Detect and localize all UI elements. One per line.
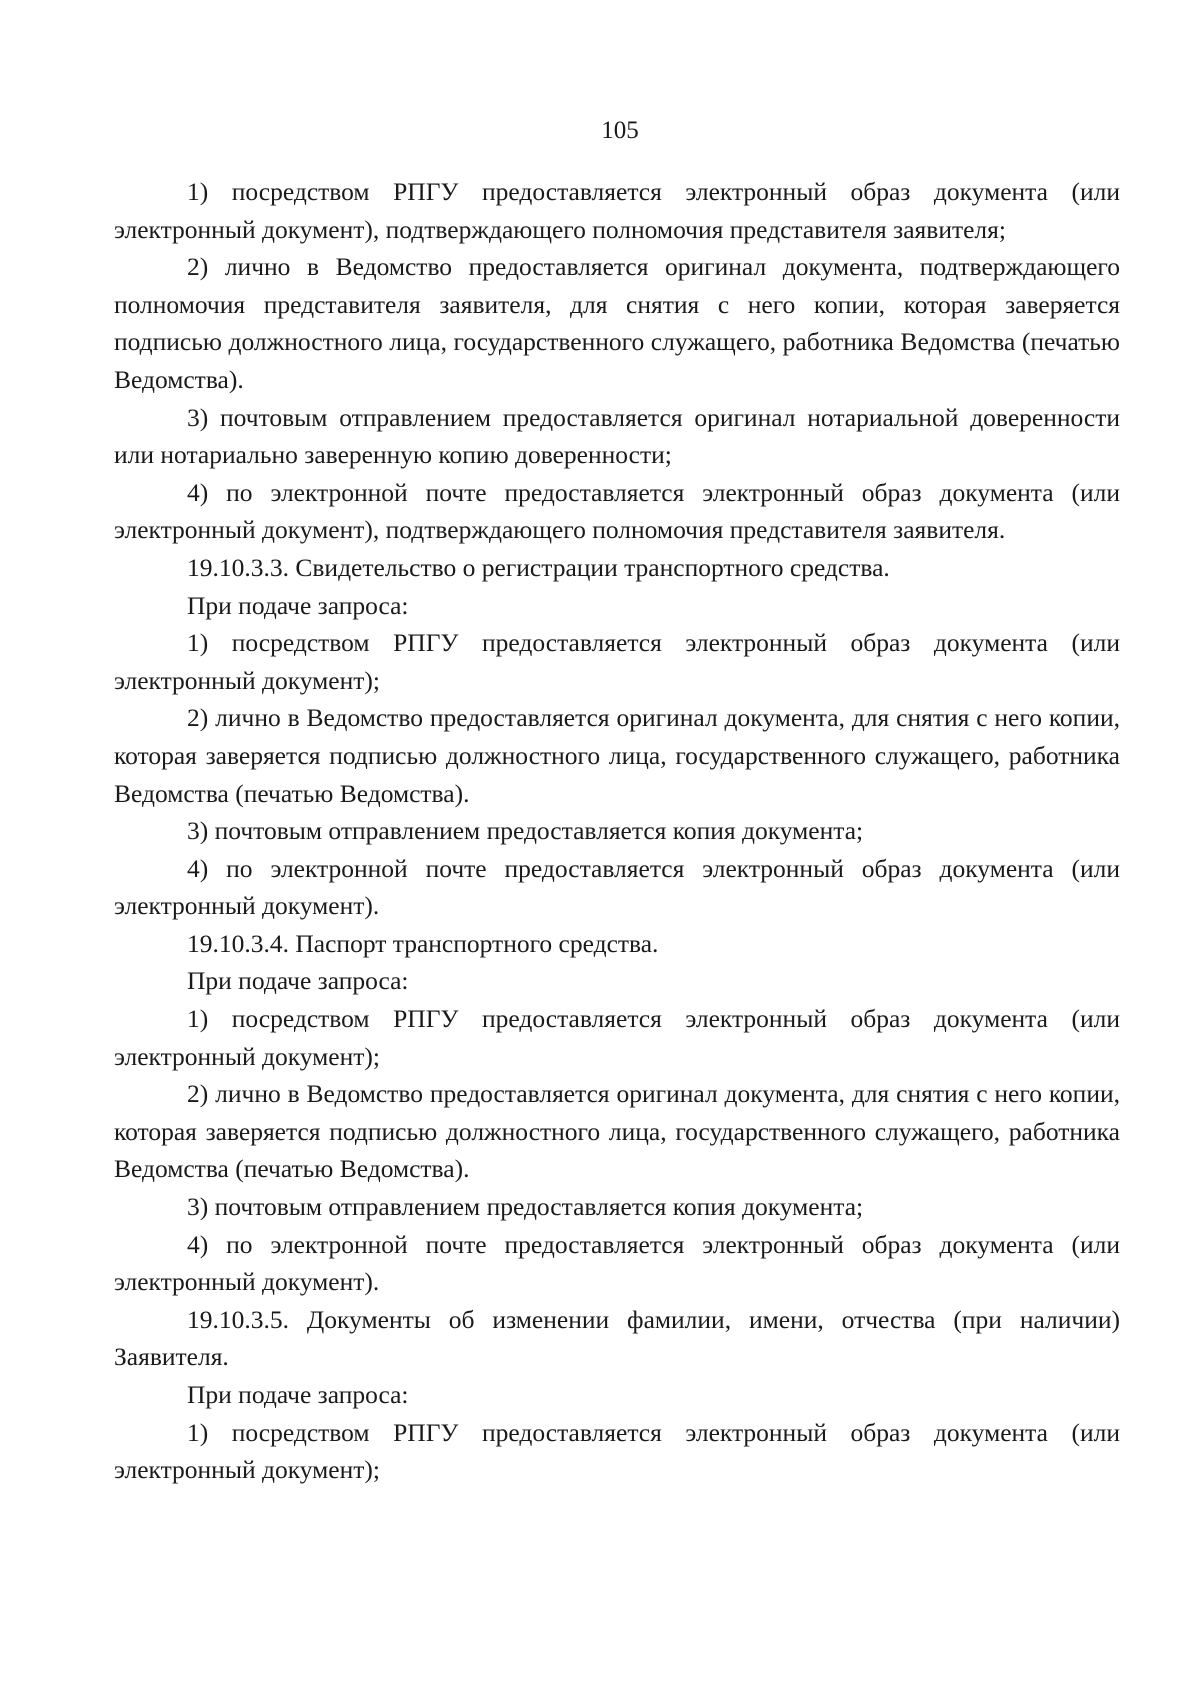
paragraph-item-1-rpgu: 1) посредством РПГУ предоставляется электронный образ документа (или электронный документ); [114,1417,1120,1485]
paragraph-item-2-in-person: 2) лично в Ведомство предоставляется оригинал документа, для снятия с него копии, которая заверяется подписью должностного лица, государственного служащего, работника Ведомства (печатью Ведомства). [114,1079,1120,1184]
paragraph-request-intro: При подаче запроса: [187,966,409,996]
paragraph-item-1-rpgu: 1) посредством РПГУ предоставляется электронный образ документа (или электронный документ); [114,628,1120,695]
paragraph-item-4-email: 4) по электронной почте предоставляется электронный образ документа (или электронный документ). [114,1229,1120,1297]
paragraph-request-intro: При подаче запроса: [187,590,409,620]
paragraph-item-4-email: 4) по электронной почте предоставляется электронный образ документа (или электронный документ). [114,853,1120,921]
paragraph-item-4-email: 4) по электронной почте предоставляется электронный образ документа (или электронный документ), подтверждающего полномочия представителя заявителя. [114,477,1120,545]
paragraph-request-intro: При подаче запроса: [187,1380,409,1409]
document-body [114,173,1120,1489]
section-heading-19-10-3-3: 19.10.3.3. Свидетельство о регистрации транспортного средства. [187,552,890,582]
paragraph-item-1-rpgu: 1) посредством РПГУ предоставляется электронный образ документа (или электронный документ); [114,1004,1120,1071]
paragraph-item-1-rpgu: 1) посредством РПГУ предоставляется электронный образ документа (или электронный документ), подтверждающего полномочия представителя заявителя; [114,177,1120,244]
paragraph-item-2-in-person: 2) лично в Ведомство предоставляется оригинал документа, для снятия с него копии, которая заверяется подписью должностного лица, государственного служащего, работника Ведомства (печатью Ведомства). [114,703,1120,808]
section-heading-19-10-3-5: 19.10.3.5. Документы об изменении фамилии, имени, отчества (при наличии) Заявителя. [114,1304,1120,1372]
section-heading-19-10-3-4: 19.10.3.4. Паспорт транспортного средства. [187,928,659,958]
paragraph-item-3-postal: 3) почтовым отправлением предоставляется копия документа; [187,816,864,846]
paragraph-item-3-postal: 3) почтовым отправлением предоставляется оригинал нотариальной доверенности или нотариально заверенную копию доверенности; [114,402,1120,470]
paragraph-item-2-in-person: 2) лично в Ведомство предоставляется оригинал документа, подтверждающего полномочия представителя заявителя, для снятия с него копии, которая заверяется подписью должностного лица, государственного служащего, работника Ведомства (печатью Ведомства). [114,252,1120,394]
paragraph-item-3-postal: 3) почтовым отправлением предоставляется копия документа; [187,1192,864,1222]
page-number: 105 [601,117,639,144]
